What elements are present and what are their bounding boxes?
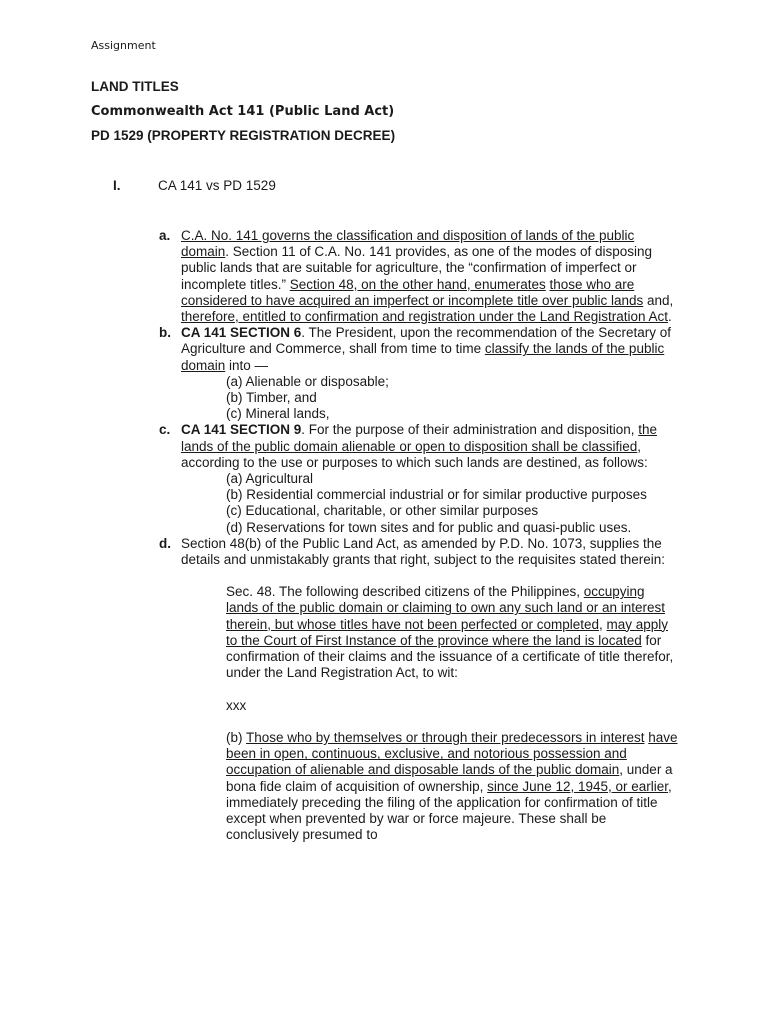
- item-label: c.: [159, 422, 171, 438]
- text: Section 48(b) of the Public Land Act, as amended by P.D. No. 1073, supplies the details and unmistakably grants that right, subject to the requisites stated therein:: [181, 535, 666, 568]
- text-underlined: the lands of the public domain alienable or open to disposition shall be classified: [181, 422, 658, 454]
- item-label: d.: [159, 535, 171, 551]
- sub-item: (a) Agricultural: [226, 471, 314, 487]
- text: into —: [225, 357, 269, 373]
- sub-item: (b) Residential commercial industrial or for similar productive purposes: [226, 487, 647, 503]
- elision-marker: xxx: [226, 697, 247, 713]
- text: , under a bona fide claim of acquisition of ownership,: [226, 762, 673, 794]
- item-label: b.: [159, 325, 171, 341]
- section-reference: CA 141 SECTION 9: [181, 422, 302, 438]
- text-underlined: Section 48, on the other hand, enumerates: [289, 276, 546, 292]
- title-commonwealth-act: Commonwealth Act 141 (Public Land Act): [91, 103, 395, 119]
- list-item-d: [159, 536, 679, 844]
- quote-paragraph: [226, 584, 679, 681]
- text: , immediately preceding the filing of the application for confirmation of title except when prevented by war or force majeure. These shall be conclusively presumed to: [226, 778, 672, 843]
- section-number: I.: [113, 178, 121, 193]
- text: . For the purpose of their administration and disposition,: [301, 422, 639, 438]
- text-underlined: those who are considered to have acquired an imperfect or incomplete title over public lands: [181, 276, 644, 308]
- list-item-c: [159, 422, 679, 535]
- sub-item: (a) Alienable or disposable;: [226, 373, 389, 389]
- text: Sec. 48. The following described citizens of the Philippines,: [226, 584, 584, 600]
- text: ,: [598, 616, 607, 632]
- text: for confirmation of their claims and the issuance of a certificate of title therefor, under the Land Registration Act, to wit:: [226, 632, 674, 681]
- text-underlined: have been in open, continuous, exclusive, and notorious possession and occupation of alienable and disposable lands of the public domain: [226, 730, 678, 778]
- text: . Section 11 of C.A. No. 141 provides, as one of the modes of disposing public lands that are suitable for agriculture, the “confirmation of imperfect or incomplete titles.”: [181, 244, 653, 292]
- page-header: Assignment: [91, 39, 156, 52]
- sub-item: (c) Educational, charitable, or other similar purposes: [226, 503, 539, 519]
- text-underlined: may apply to the Court of First Instance of the province where the land is located: [226, 616, 669, 648]
- text-underlined: occupying lands of the public domain or claiming to own any such land or an interest therein, but whose titles have not been perfected or completed: [226, 584, 666, 632]
- item-list: [159, 228, 679, 860]
- section-title: CA 141 vs PD 1529: [158, 178, 276, 193]
- text: . The President, upon the recommendation of the Secretary of Agriculture and Commerce, shall from time to time: [181, 325, 672, 357]
- section-heading: [113, 178, 276, 193]
- title-block: [91, 79, 395, 153]
- quote-paragraph: [226, 730, 679, 843]
- text-underlined: since June 12, 1945, or earlier: [487, 778, 669, 794]
- list-item-a: [159, 228, 679, 325]
- block-quote: [181, 584, 679, 843]
- list-item-b: [159, 325, 679, 422]
- sub-item: (d) Reservations for town sites and for public and quasi-public uses.: [226, 519, 632, 535]
- item-label: a.: [159, 228, 171, 243]
- text: .: [668, 309, 672, 325]
- text: and,: [643, 292, 674, 308]
- text: (b): [226, 730, 247, 746]
- text: , according to the use or purposes to which such lands are destined, as follows:: [181, 438, 648, 470]
- text-underlined: therefore, entitled to confirmation and registration under the Land Registration Act: [181, 309, 669, 325]
- sub-item: (b) Timber, and: [226, 390, 317, 406]
- text-underlined: Those who by themselves or through their predecessors in interest: [246, 730, 645, 746]
- sub-item: (c) Mineral lands,: [226, 406, 330, 422]
- text-underlined: C.A. No. 141 governs the classification and disposition of lands of the public domain: [181, 228, 635, 260]
- section-reference: CA 141 SECTION 6: [181, 325, 302, 341]
- text-underlined: classify the lands of the public domain: [181, 341, 665, 373]
- title-pd-1529: PD 1529 (PROPERTY REGISTRATION DECREE): [91, 128, 396, 143]
- title-land-titles: LAND TITLES: [91, 79, 179, 94]
